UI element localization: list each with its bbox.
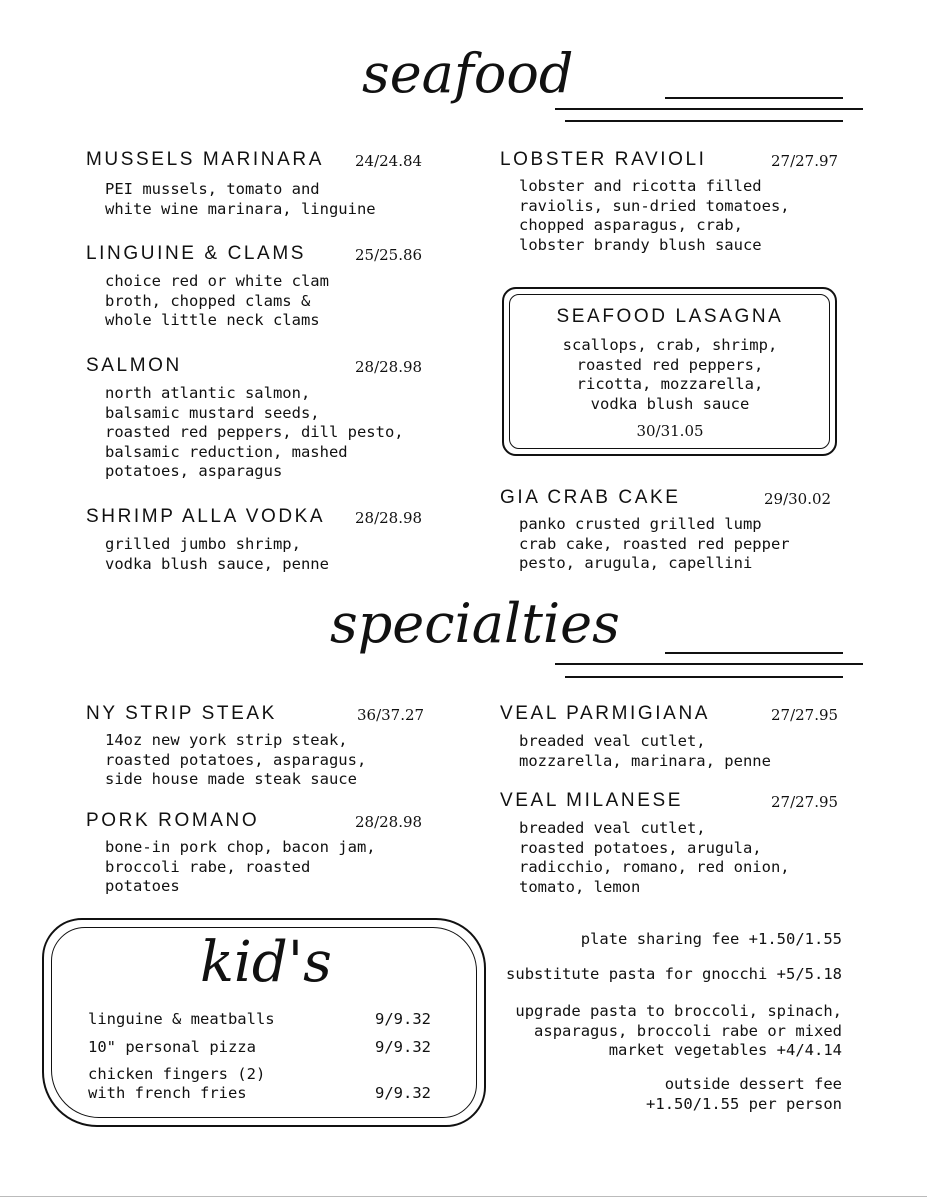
veal-milanese-price: 27/27.95 (771, 793, 839, 811)
ny-strip-desc: 14oz new york strip steak, roasted potatoes, asparagus, side house made steak sauce (105, 731, 367, 788)
kids-item-name: 10" personal pizza (88, 1038, 256, 1056)
kids-item-name: linguine & meatballs (88, 1010, 275, 1028)
veal-parmigiana-price: 27/27.95 (771, 706, 839, 724)
mussels-marinara-name: MUSSELS MARINARA (86, 149, 324, 170)
pork-romano-name: PORK ROMANO (86, 810, 260, 831)
salmon-price: 28/28.98 (355, 358, 423, 376)
salmon-name: SALMON (86, 355, 182, 376)
linguine-clams-name: LINGUINE & CLAMS (86, 243, 307, 264)
veal-parmigiana-desc: breaded veal cutlet, mozzarella, marinara, penne (519, 732, 771, 770)
veal-milanese-desc: breaded veal cutlet, roasted potatoes, arugula, radicchio, romano, red onion, tomato, lemon (519, 819, 790, 896)
specialties-rule-3 (565, 676, 843, 678)
lobster-ravioli-price: 27/27.97 (771, 152, 839, 170)
specialties-rule-2 (555, 663, 863, 665)
seafood-rule-1 (665, 97, 843, 99)
seafood-rule-3 (565, 120, 843, 122)
mussels-marinara-desc: PEI mussels, tomato and white wine marinara, linguine (105, 180, 376, 218)
salmon-desc: north atlantic salmon, balsamic mustard seeds, roasted red peppers, dill pesto, balsamic reduction, mashed potatoes, asparagus (105, 384, 404, 480)
plate-sharing-note: plate sharing fee +1.50/1.55 (580, 930, 842, 948)
linguine-clams-price: 25/25.86 (355, 246, 423, 264)
outside-dessert-note: outside dessert fee +1.50/1.55 per person (646, 1075, 842, 1113)
seafood-heading: seafood (362, 42, 574, 105)
gia-crab-cake-name: GIA CRAB CAKE (500, 487, 681, 508)
kids-item-price: 9/9.32 (375, 1038, 431, 1056)
seafood-lasagna-name: SEAFOOD LASAGNA (556, 306, 784, 327)
seafood-rule-2 (555, 108, 863, 110)
substitute-gnocchi-note: substitute pasta for gnocchi +5/5.18 (506, 965, 842, 983)
mussels-marinara-price: 24/24.84 (355, 152, 423, 170)
kids-item-name: chicken fingers (2) with french fries (88, 1065, 266, 1102)
shrimp-vodka-price: 28/28.98 (355, 509, 423, 527)
lobster-ravioli-desc: lobster and ricotta filled raviolis, sun-dried tomatoes, chopped asparagus, crab, lobster brandy blush sauce (519, 177, 790, 254)
veal-parmigiana-name: VEAL PARMIGIANA (500, 703, 711, 724)
shrimp-vodka-name: SHRIMP ALLA VODKA (86, 506, 326, 527)
lobster-ravioli-name: LOBSTER RAVIOLI (500, 149, 707, 170)
gia-crab-cake-desc: panko crusted grilled lump crab cake, roasted red pepper pesto, arugula, capellini (519, 515, 790, 572)
seafood-lasagna-price: 30/31.05 (636, 422, 704, 440)
pork-romano-price: 28/28.98 (355, 813, 423, 831)
pork-romano-desc: bone-in pork chop, bacon jam, broccoli rabe, roasted potatoes (105, 838, 376, 895)
linguine-clams-desc: choice red or white clam broth, chopped clams & whole little neck clams (105, 272, 329, 329)
page-bottom-edge (0, 1196, 927, 1197)
kids-item-price: 9/9.32 (375, 1010, 431, 1028)
ny-strip-price: 36/37.27 (357, 706, 425, 724)
kids-heading: kid's (200, 930, 332, 995)
specialties-rule-1 (665, 652, 843, 654)
kids-item-price: 9/9.32 (375, 1084, 431, 1102)
specialties-heading: specialties (330, 592, 620, 655)
upgrade-pasta-note: upgrade pasta to broccoli, spinach, asparagus, broccoli rabe or mixed market vegetables +4/4.14 (515, 1002, 842, 1059)
ny-strip-name: NY STRIP STEAK (86, 703, 277, 724)
veal-milanese-name: VEAL MILANESE (500, 790, 684, 811)
seafood-lasagna-desc: scallops, crab, shrimp, roasted red peppers, ricotta, mozzarella, vodka blush sauce (562, 336, 778, 413)
gia-crab-cake-price: 29/30.02 (764, 490, 832, 508)
shrimp-vodka-desc: grilled jumbo shrimp, vodka blush sauce, penne (105, 535, 329, 573)
